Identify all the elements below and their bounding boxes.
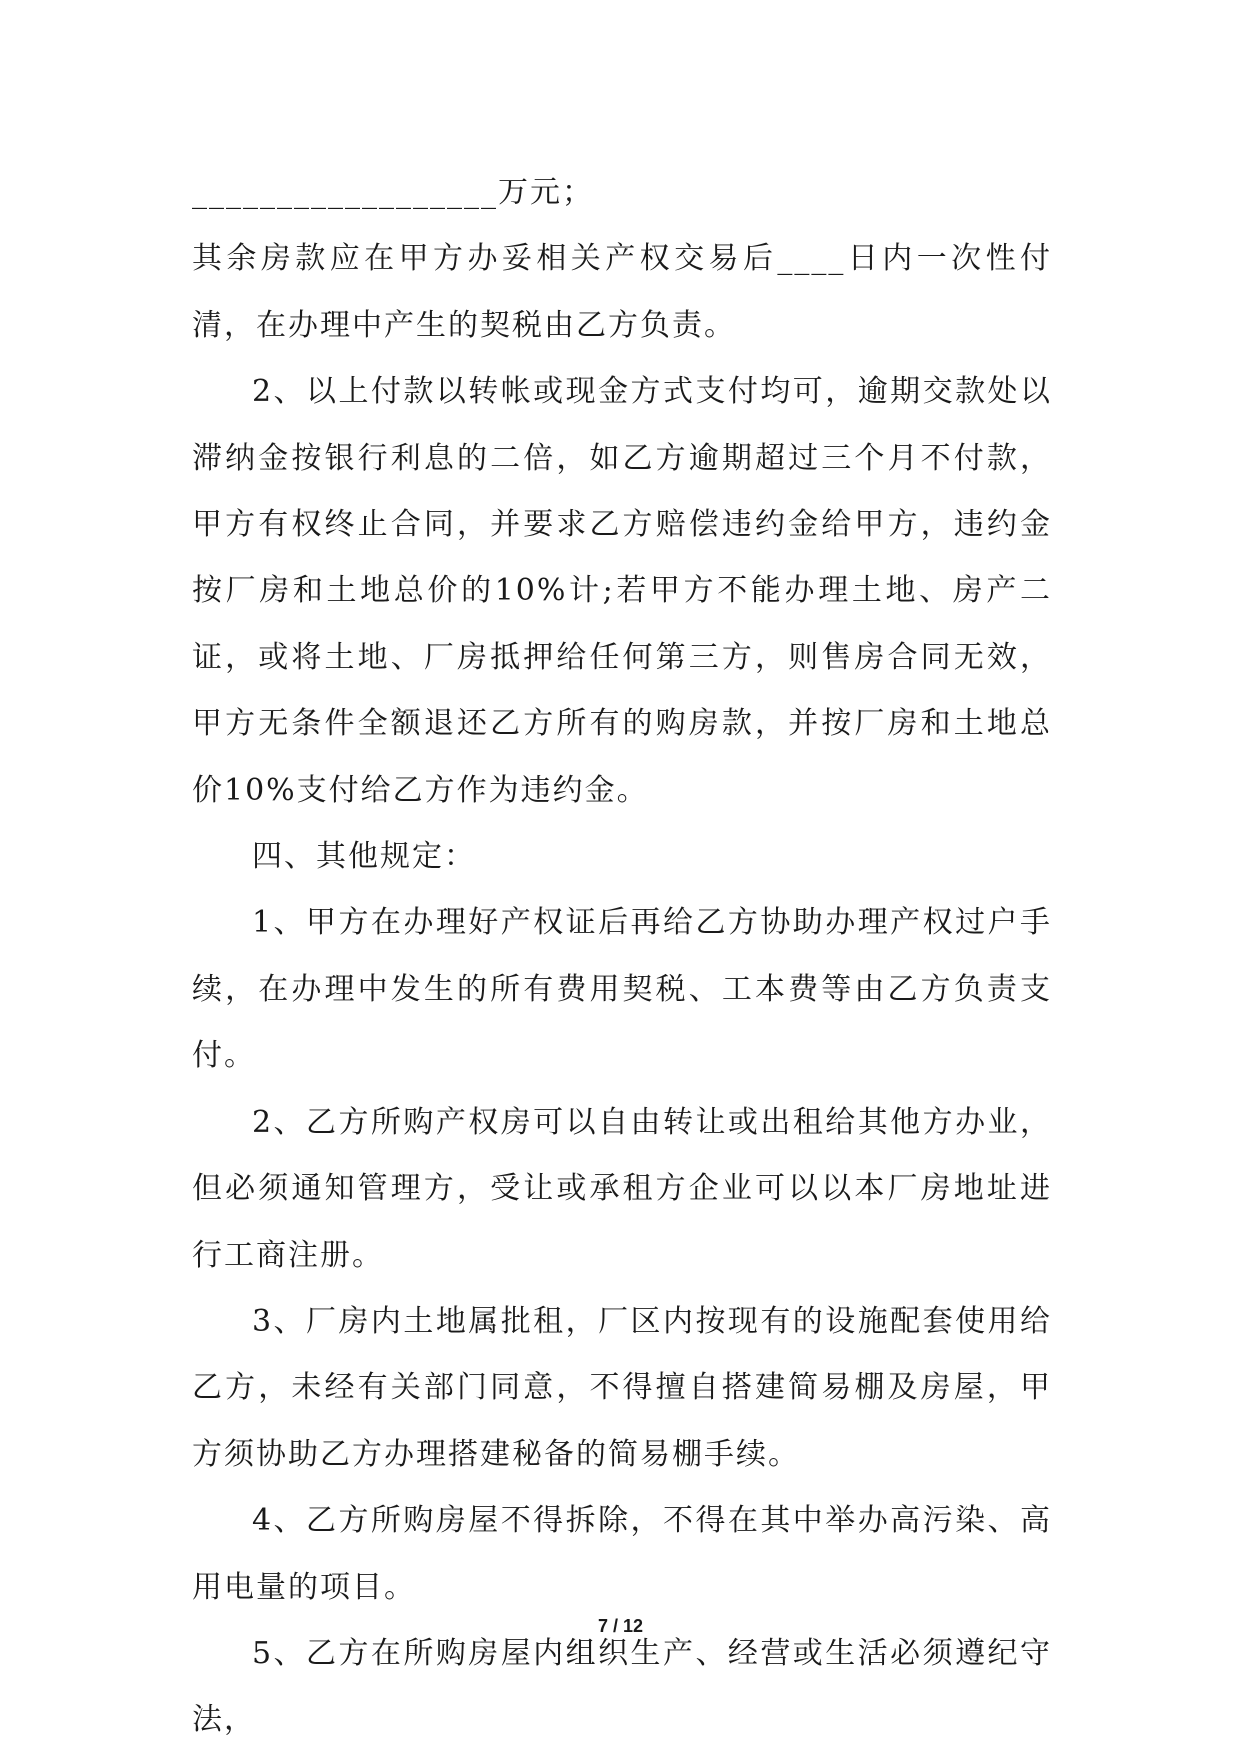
paragraph-amount-line: __________________万元；	[192, 175, 594, 210]
paragraph-rule-2: 2、乙方所购产权房可以自由转让或出租给其他方办业，但必须通知管理方，受让或承租方企业可以以本厂房地址进行工商注册。	[192, 1104, 1052, 1273]
paragraph-rule-3: 3、厂房内土地属批租，厂区内按现有的设施配套使用给乙方，未经有关部门同意，不得擅自搭建简易棚及房屋，甲方须协助乙方办理搭建秘备的简易棚手续。	[192, 1303, 1052, 1472]
document-body	[192, 160, 1052, 1754]
page-number: 7 / 12	[597, 1616, 644, 1636]
paragraph-rule-4: 4、乙方所购房屋不得拆除，不得在其中举办高污染、高用电量的项目。	[192, 1503, 1052, 1605]
paragraph-remaining-payment: 其余房款应在甲方办妥相关产权交易后____日内一次性付清，在办理中产生的契税由乙方负责。	[192, 241, 1052, 343]
section-heading-other-rules: 四、其他规定：	[252, 839, 476, 875]
paragraph-rule-5: 5、乙方在所购房屋内组织生产、经营或生活必须遵纪守法，	[192, 1635, 1052, 1738]
paragraph-rule-1: 1、甲方在办理好产权证后再给乙方协助办理产权过户手续，在办理中发生的所有费用契税、工本费等由乙方负责支付。	[192, 905, 1052, 1074]
paragraph-clause-2-payment: 2、以上付款以转帐或现金方式支付均可，逾期交款处以滞纳金按银行利息的二倍，如乙方逾期超过三个月不付款，甲方有权终止合同，并要求乙方赔偿违约金给甲方，违约金按厂房和土地总价的10%计;若甲方不能办理土地、房产二证，或将土地、厂房抵押给任何第三方，则售房合同无效，甲方无条件全额退还乙方所有的购房款，并按厂房和土地总价10%支付给乙方作为违约金。	[192, 374, 1052, 808]
